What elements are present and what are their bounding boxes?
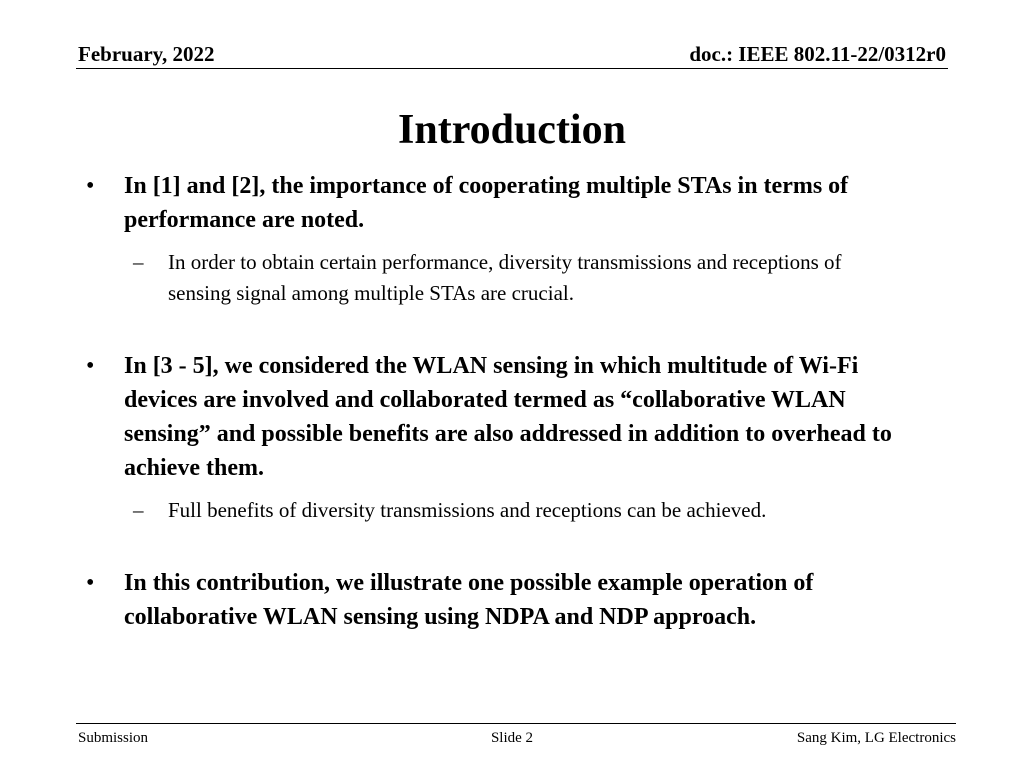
header-divider bbox=[76, 68, 948, 69]
footer-slide-number: Slide 2 bbox=[490, 730, 534, 746]
bullet-item bbox=[86, 169, 924, 237]
dash-icon: – bbox=[133, 250, 144, 274]
sub-bullet-item bbox=[133, 247, 908, 309]
bullet-text: In [1] and [2], the importance of cooperating multiple STAs in terms of performance are noted. bbox=[124, 173, 849, 233]
header-date: February, 2022 bbox=[78, 42, 215, 66]
bullet-text: In [3 - 5], we considered the WLAN sensing in which multitude of Wi-Fi devices are involved and collaborated termed as “collaborative WLAN sensing” and possible benefits are also addressed in addition to overhead to achieve them. bbox=[124, 353, 892, 481]
sub-bullet-text: Full benefits of diversity transmissions and receptions can be achieved. bbox=[168, 498, 767, 522]
footer-submission: Submission bbox=[78, 730, 149, 746]
slide-title: Introduction bbox=[398, 107, 626, 153]
sub-bullet-text: In order to obtain certain performance, diversity transmissions and receptions of sensing signal among multiple STAs are crucial. bbox=[168, 250, 842, 305]
dash-icon: – bbox=[133, 498, 144, 522]
bullet-icon: • bbox=[86, 570, 95, 596]
footer-divider bbox=[76, 723, 956, 724]
bullet-item bbox=[86, 349, 924, 485]
bullet-item bbox=[86, 566, 924, 634]
sub-bullet-item bbox=[133, 495, 908, 526]
bullet-icon: • bbox=[86, 353, 95, 379]
slide-body bbox=[0, 169, 1024, 634]
bullet-text: In this contribution, we illustrate one possible example operation of collaborative WLAN sensing using NDPA and NDP approach. bbox=[124, 570, 814, 630]
bullet-icon: • bbox=[86, 173, 95, 199]
header-doc-id: doc.: IEEE 802.11-22/0312r0 bbox=[689, 42, 946, 66]
footer-author: Sang Kim, LG Electronics bbox=[796, 730, 956, 746]
